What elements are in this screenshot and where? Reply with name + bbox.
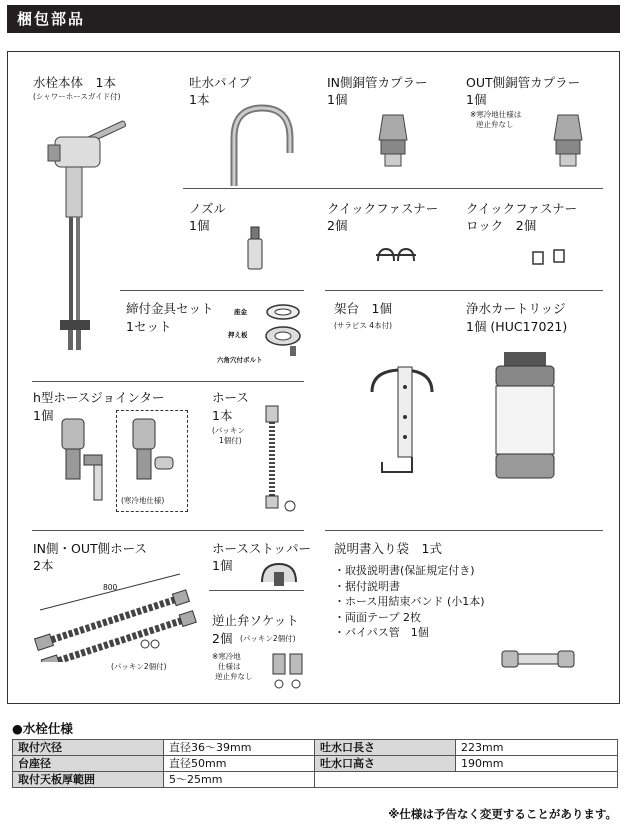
in-coupler-qty: 1個 [327,92,348,107]
spec-value: 223mm [456,740,618,756]
faucet-sub: (シャワーホースガイド付) [33,92,121,101]
list-item: ・両面テープ 2枚 [334,610,421,624]
check-socket-image [270,652,306,692]
spout-qty: 1本 [189,92,210,107]
quick-lock-image [530,246,570,268]
inout-hose-image [30,572,205,662]
inout-hose-name: IN側・OUT側ホース [33,541,148,556]
divider [120,290,304,291]
joint-qty: 1個 [33,408,54,423]
check-socket-qty: 2個 [212,631,233,646]
spec-key: 取付天板厚範囲 [13,772,164,788]
cartridge-name: 浄水カートリッジ [466,301,566,316]
divider [325,290,603,291]
stand-image [362,362,446,482]
stopper-qty: 1個 [212,558,233,573]
divider [183,188,603,189]
fitting-set-qty: 1セット [126,319,172,334]
quick-fastener-image [374,243,418,269]
stopper-name: ホースストッパー [212,541,312,556]
bypass-pipe-image [500,645,576,673]
spec-note: ※仕様は予告なく変更することがあります。 [388,807,617,821]
joint-cold-label: (寒冷地仕様) [121,496,165,505]
hose-sub1: (パッキン [212,426,245,435]
table-row [13,772,618,788]
nozzle-image [243,225,267,273]
hose-qty: 1本 [212,408,233,423]
table-row [13,740,618,756]
spec-value: 直径36〜39mm [164,740,315,756]
divider [32,530,304,531]
spec-table [12,739,618,788]
spout-pipe-image [220,98,310,188]
out-coupler-image [548,110,588,170]
hose-name: ホース [212,390,249,405]
spec-key: 台座径 [13,756,164,772]
spec-key: 取付穴径 [13,740,164,756]
joint-image [52,415,112,505]
table-row [13,756,618,772]
out-coupler-name: OUT側銅管カプラー [466,75,581,90]
stand-name: 架台 1個 [334,301,392,316]
check-socket-note3: 逆止弁なし [215,672,253,681]
washer-label: 座金 [234,308,247,316]
joint-cold-image [125,415,180,490]
list-item: ・ホース用結束バンド (小1本) [334,595,485,608]
check-socket-note1: ※寒冷地 [212,652,241,661]
in-coupler-image [373,110,413,170]
spec-value: 直径50mm [164,756,315,772]
manual-bag-list [334,563,485,641]
quick-fastener-name: クイックファスナー [327,201,439,216]
faucet-name: 水栓本体 1本 [33,75,116,90]
spec-empty [315,772,618,788]
stand-sub: (サラビス 4本付) [334,321,393,330]
spec-key: 吐水口長さ [315,740,456,756]
inout-hose-qty: 2本 [33,558,54,573]
check-socket-note2: 仕様は [218,662,241,671]
nozzle-qty: 1個 [189,218,210,233]
inout-hose-packing: (パッキン2個付) [111,662,167,671]
spec-key: 吐水口高さ [315,756,456,772]
in-coupler-name: IN側銅管カプラー [327,75,428,90]
inout-hose-length: 800 [103,583,118,592]
cartridge-qty: 1個 (HUC17021) [466,319,568,334]
spout-name: 吐水パイプ [189,75,252,90]
spec-value: 5〜25mm [164,772,315,788]
list-item: ・取扱説明書(保証規定付き) [334,564,475,577]
manual-bag-name: 説明書入り袋 1式 [334,541,442,556]
spec-title: ●水栓仕様 [12,721,73,736]
out-coupler-qty: 1個 [466,92,487,107]
out-coupler-note1: ※寒冷地仕様は [470,110,522,119]
quick-lock-name: クイックファスナー [466,201,578,216]
divider [209,590,304,591]
nozzle-name: ノズル [189,201,227,216]
check-socket-name: 逆止弁ソケット [212,613,299,628]
divider [32,381,304,382]
hose-sub2: 1個付) [219,436,242,445]
cartridge-image [490,350,560,482]
faucet-body-image [40,115,135,360]
bolt-label: 六角穴付ボルト [217,356,263,364]
spec-value: 190mm [456,756,618,772]
section-header: 梱包部品 [7,5,620,33]
check-socket-qty-sub: (パッキン2個付) [240,634,296,643]
plate-label: 押え板 [228,331,248,339]
fitting-set-name: 締付金具セット [126,301,214,316]
out-coupler-note2: 逆止弁なし [476,120,514,129]
fitting-set-image [262,298,304,360]
hose-image [258,404,303,516]
quick-lock-qty: ロック 2個 [466,218,537,233]
stopper-image [258,560,300,590]
divider [325,530,603,531]
joint-name: h型ホースジョインター [33,390,165,405]
list-item: ・バイパス管 1個 [334,626,429,639]
quick-fastener-qty: 2個 [327,218,348,233]
list-item: ・据付説明書 [334,579,400,593]
